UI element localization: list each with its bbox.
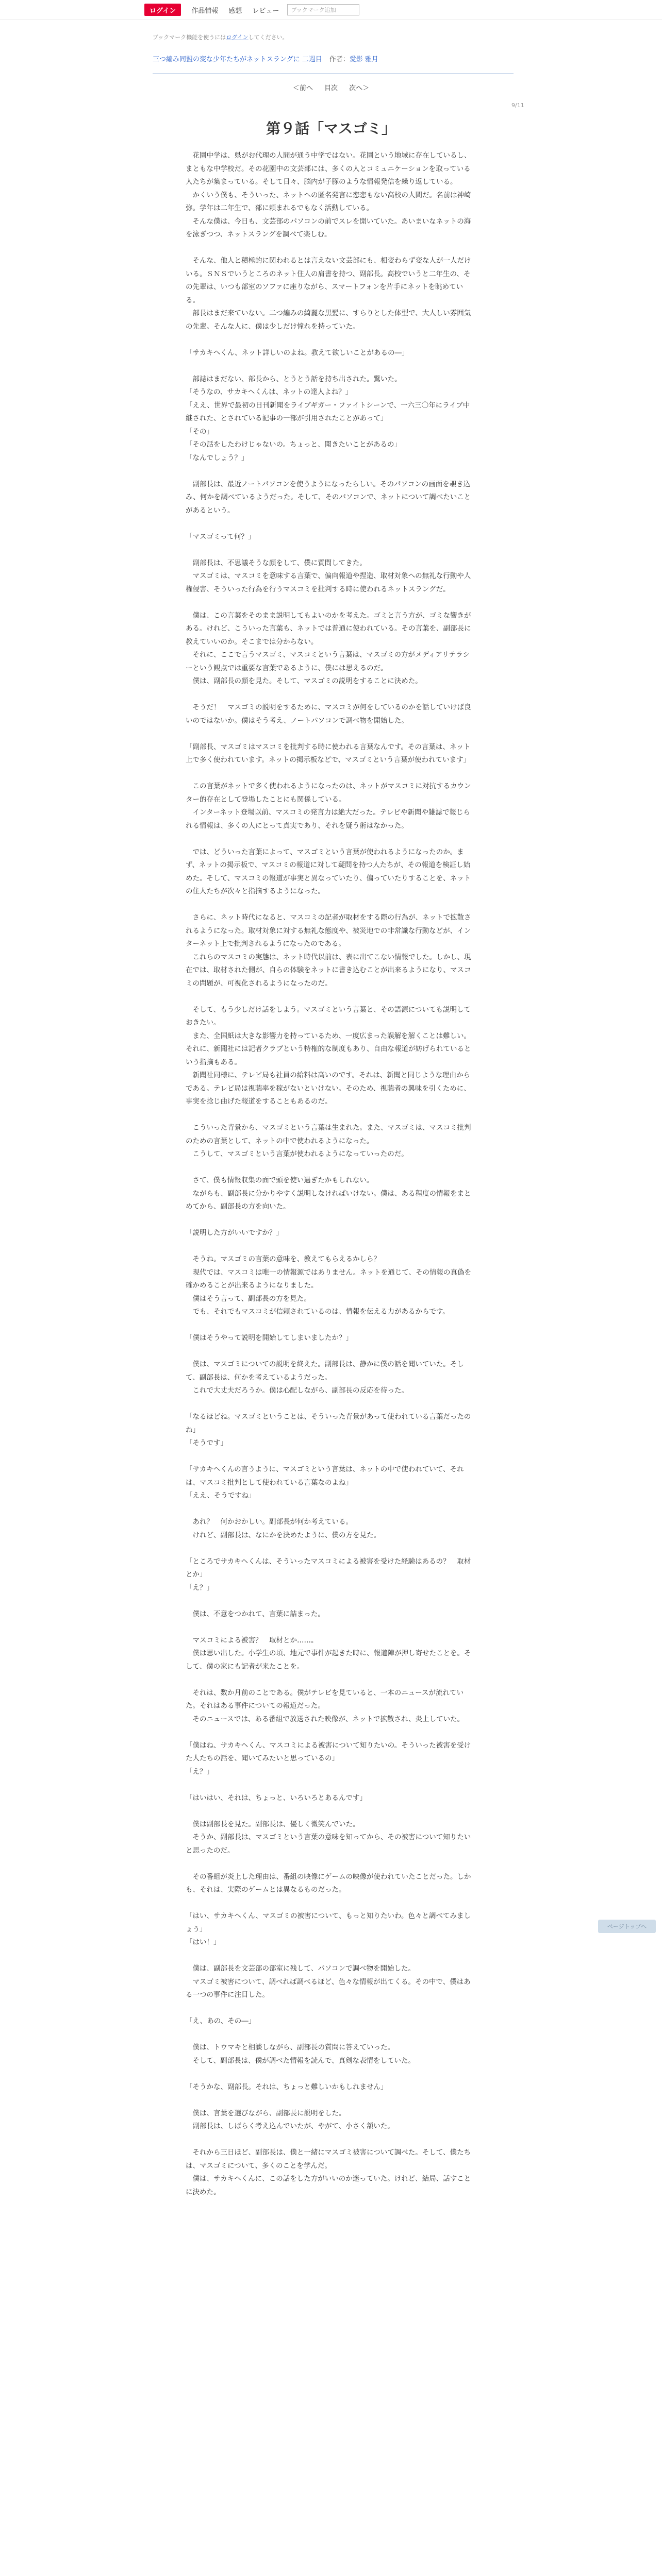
body-blank-line <box>186 1240 476 1253</box>
body-paragraph: でも、それでもマスコミが信頼されているのは、情報を伝える力があるからです。 <box>186 1308 450 1316</box>
page-top-button[interactable]: ページトップへ <box>598 1920 656 1933</box>
body-paragraph: それは、数か月前のことである。僕がテレビを見ていると、一本のニュースが流れていた。それはある事件についての報道だった。 <box>186 1688 464 1710</box>
body-blank-line <box>186 727 476 741</box>
body-blank-line <box>186 2028 476 2042</box>
body-paragraph: 「サカキヘくん、ネット詳しいのよね。教えて欲しいことがあるの―」 <box>186 348 409 357</box>
body-blank-line <box>186 1805 476 1818</box>
body-paragraph: 副部長は、不思議そうな顔をして、僕に質問してきた。 <box>186 558 367 567</box>
body-blank-line <box>186 1621 476 1634</box>
body-paragraph: ながらも、副部長に分かりやすく説明しなければいけない。僕は、ある程度の情報をまとめてから、副部長の方を向いた。 <box>186 1189 471 1211</box>
body-blank-line <box>186 2002 476 2015</box>
chapter-page-number: 9/11 <box>511 102 524 109</box>
body-paragraph: 僕は、副部長の顔を見た。そして、マスゴミの説明をすることに決めた。 <box>186 677 422 685</box>
body-paragraph: 「ところでサカキヘくんは、そういったマスコミによる被害を受けた経験はあるの？ 取材とか」 <box>186 1557 471 1579</box>
body-paragraph: 「そうなの、サカキヘくんは、ネットの達人よね？」 <box>186 388 353 396</box>
body-blank-line <box>186 1398 476 1411</box>
body-blank-line <box>186 333 476 347</box>
body-blank-line <box>186 1161 476 1175</box>
body-paragraph: 「なんでしょう？」 <box>186 453 249 462</box>
body-paragraph: それに、ここで言うマスゴミ、マスコミという言葉は、マスゴミの方がメディアリテラシーという観点では重要な言葉であるように、僕には思えるのだ。 <box>186 651 470 672</box>
body-paragraph: 僕はそう言って、副部長の方を見た。 <box>186 1294 311 1303</box>
body-blank-line <box>186 1857 476 1871</box>
body-blank-line <box>186 1503 476 1516</box>
body-paragraph: 「マスゴミって何？」 <box>186 532 255 541</box>
body-paragraph: こうして、マスゴミという言葉が使われるようになっていったのだ。 <box>186 1150 408 1158</box>
body-paragraph: 「そうかな、副部長。それは、ちょっと難しいかもしれません」 <box>186 2082 388 2091</box>
body-paragraph: 「その」 <box>186 427 213 436</box>
chapter-title: 第９話「マスゴミ」 <box>266 120 396 137</box>
prev-chapter-link[interactable]: ＜前へ <box>292 84 313 92</box>
body-blank-line <box>186 1673 476 1687</box>
body-paragraph: 「説明した方がいいですか？」 <box>186 1229 283 1237</box>
toc-link[interactable]: 目次 <box>324 84 338 92</box>
body-paragraph: あれ？ 何かおかしい。副部長が何か考えている。 <box>186 1518 353 1526</box>
work-title-line <box>153 54 514 63</box>
body-paragraph: インターネット登場以前、マスコミの発言力は絶大だった。テレビや新聞や雑誌で報じられる情報は、多くの人にとって真実であり、それを疑う術はなかった。 <box>186 808 471 830</box>
body-blank-line <box>186 688 476 702</box>
next-chapter-link[interactable]: 次へ＞ <box>349 84 370 92</box>
body-blank-line <box>186 596 476 609</box>
body-paragraph: 「はい、サカキヘくん、マスゴミの被害について、もっと知りたいわ。色々と調べてみましょう」 <box>186 1912 471 1934</box>
body-paragraph: 僕は、不意をつかれて、言葉に詰まった。 <box>186 1609 325 1618</box>
body-paragraph: 「ええ、そうですね」 <box>186 1492 256 1500</box>
body-paragraph: 「僕はそうやって説明を開始してしまいましたか？」 <box>186 1334 353 1342</box>
body-blank-line <box>186 1950 476 1963</box>
body-paragraph: そうね。マスゴミの言葉の意味を、教えてもらえるかしら？ <box>186 1255 380 1263</box>
body-blank-line <box>186 1109 476 1122</box>
body-paragraph: 部長はまだ来ていない。二つ編みの綺麗な黒髪に、すらりとした体型で、大人しい雰囲気の先輩。そんな人に、僕は少しだけ憧れを持っていた。 <box>186 309 471 331</box>
body-paragraph: 僕は、言葉を選びながら、副部長に説明をした。 <box>186 2109 346 2117</box>
body-paragraph: 現代では、マスコミは唯一の情報源ではありません。ネットを通じて、その情報の真偽を確かめることが出来るようになりました。 <box>186 1268 472 1290</box>
body-paragraph: では、どういった言葉によって、マスゴミという言葉が使われるようになったのか。まず、ネットの掲示板で、マスコミの報道に対して疑問を持つ人たちが、その報道を検証し始めた。そして、マスコミの報道が事実と異なっていたり、偏っていたりすることを、ネットの住人たちが次々と指摘するようになった。 <box>186 848 471 895</box>
body-paragraph: 僕は、トウマキと相談しながら、副部長の質問に答えていった。 <box>186 2043 394 2052</box>
body-paragraph: 新聞社同様に、テレビ局も社員の給料は高いのです。それは、新聞と同じような理由からである。テレビ局は視聴率を稼がないといけない。そのため、視聴者の興味を引くために、事実を捻じ曲げた報道をすることもあるのだ。 <box>186 1071 471 1106</box>
body-blank-line <box>186 1897 476 1910</box>
body-paragraph: そんな、他人と積極的に関われるとは言えない文芸部にも、相変わらず変な人が一人だけいる。ＳＮＳでいうところのネット住人の肩書を持つ、副部長。高校でいうと二年生の、その先輩は、いつも部室のソファに座りながら、スマートフォンを片手にネットを眺めている。 <box>186 257 471 304</box>
body-paragraph: 僕は、マスゴミについての説明を終えた。副部長は、静かに僕の話を聞いていた。そして、副部長は、何かを考えているようだった。 <box>186 1360 464 1382</box>
body-blank-line <box>186 360 476 373</box>
body-blank-line <box>186 2133 476 2147</box>
top-nav-bar <box>0 0 662 20</box>
body-blank-line <box>186 767 476 781</box>
body-paragraph: 「サカキヘくんの言うように、マスゴミという言葉は、ネットの中で使われていて、それは、マスコミ批判として使われている言葉なのよね」 <box>186 1465 464 1487</box>
body-paragraph: 「え？」 <box>186 1583 213 1592</box>
body-blank-line <box>186 1450 476 1464</box>
login-button[interactable]: ログイン <box>144 4 181 16</box>
body-paragraph: さらに、ネット時代になると、マスコミの記者が取材をする際の行為が、ネットで拡散されるようになった。取材対象に対する無礼な態度や、被災地での非常識な行動などが、インターネット上で批判されるようになったのである。 <box>186 913 471 948</box>
nav-link-impressions[interactable]: 感想 <box>228 7 242 15</box>
body-paragraph: かくいう僕も、そういった、ネットへの匿名発言に恋恋もない高校の人間だ。名前は神崎弥。学年は二年生で、部に頼まれるでもなく活動している。 <box>186 191 471 212</box>
body-paragraph: そうか、副部長は、マスゴミという言葉の意味を知ってから、その被害について知りたいと思ったのだ。 <box>186 1833 471 1855</box>
body-blank-line <box>186 1319 476 1332</box>
body-blank-line <box>186 465 476 478</box>
body-blank-line <box>186 2094 476 2107</box>
body-paragraph: マスゴミは、マスコミを意味する言葉で、偏向報道や捏造、取材対象への無礼な行動や人権侵害、そういった行為を行うマスコミを批判する時に使われるネットスラングだ。 <box>186 572 471 594</box>
bookmark-note-prefix: ブックマーク機能を使うには <box>153 34 226 41</box>
body-paragraph: 副部長は、最近ノートパソコンを使うようになったらしい。そのパソコンの画面を覗き込み、何かを調べているようだった。そして、そのパソコンで、ネットについて調べたいことがあるという。 <box>186 480 471 515</box>
body-blank-line <box>186 544 476 557</box>
body-paragraph: それから三日ほど、副部長は、僕と一緒にマスゴミ被害について調べた。そして、僕たちは、マスゴミについて、多くのことを学んだ。 <box>186 2148 471 2170</box>
body-paragraph: マスゴミ被害について、調べれば調べるほど、色々な情報が出てくる。その中で、僕はある一つの事件に注目した。 <box>186 1977 471 1999</box>
body-blank-line <box>186 990 476 1004</box>
body-blank-line <box>186 899 476 912</box>
body-paragraph: そのニュースでは、ある番組で放送された映像が、ネットで拡散され、炎上していた。 <box>186 1715 465 1723</box>
body-paragraph: 部誌はまだない、部長から、とうとう話を持ち出された。驚いた。 <box>186 375 402 383</box>
body-blank-line <box>186 1778 476 1792</box>
body-paragraph: 僕は副部長を見た。副部長は、優しく微笑んでいた。 <box>186 1820 360 1828</box>
body-blank-line <box>186 833 476 846</box>
bookmark-login-note <box>153 33 288 41</box>
body-paragraph: マスコミによる被害？ 取材とか……。 <box>186 1636 318 1645</box>
body-paragraph: 「僕はね、サカキヘくん、マスコミによる被害について知りたいの。そういった被害を受けた人たちの話を、聞いてみたいと思っているの」 <box>186 1741 471 1762</box>
body-blank-line <box>186 517 476 531</box>
body-blank-line <box>186 242 476 255</box>
author-label: 作者： <box>329 56 350 63</box>
body-blank-line <box>186 1542 476 1555</box>
body-paragraph: その番組が炎上した理由は、番組の映像にゲームの映像が使われていたことだった。しかも、それは、実際のゲームとは異なるものだった。 <box>186 1872 471 1894</box>
body-paragraph: 僕は、この言葉をそのまま説明してもよいのかを考えた。ゴミと言う方が、ゴミな響きがある。けれど、こういった言葉も、ネットでは普通に使われている。その言葉を、副部長に教えていいのか。そこまでは分からない。 <box>186 611 471 646</box>
body-paragraph: そして、もう少しだけ話をしよう。マスゴミという言葉と、その語源についても説明しておきたい。 <box>186 1005 471 1027</box>
body-blank-line <box>186 2067 476 2081</box>
body-paragraph: また、全国紙は大きな影響力を持っているため、一度広まった誤解を解くことは難しい。それに、新聞社には記者クラブという特権的な制度もあり、自由な報道が妨げられているという指摘もある。 <box>186 1031 471 1066</box>
bookmark-login-link[interactable]: ログイン <box>226 34 249 41</box>
body-paragraph: 「そうです」 <box>186 1439 227 1447</box>
body-paragraph: これで大丈夫だろうか。僕は心配しながら、副部長の反応を待った。 <box>186 1386 408 1395</box>
body-paragraph: 僕は、サカキヘくんに、この話をした方がいいのか迷っていた。けれど、結局、話すことに決めた。 <box>186 2175 471 2196</box>
body-paragraph: さて、僕も情報収集の面で頭を使い過ぎたかもしれない。 <box>186 1176 374 1184</box>
body-paragraph: けれど、副部長は、なにかを決めたように、僕の方を見た。 <box>186 1531 380 1539</box>
body-blank-line <box>186 1595 476 1608</box>
header-divider <box>153 73 514 74</box>
body-paragraph: 「なるほどね。マスゴミということは、そういった背景があって使われている言葉だったのね」 <box>186 1413 471 1434</box>
body-paragraph: 花園中学は、県がお代理の人間が通う中学ではない。花園という地域に存在しているし、まともな中学校だ。その花園中の文芸部には、多くの人とコミュニケーションを取っている人たちが集まっている。そして日々、脳内が子豚のような情報発信を繰り返している。 <box>186 151 471 186</box>
body-blank-line <box>186 1345 476 1359</box>
body-paragraph: 「はい！」 <box>186 1938 221 1946</box>
body-blank-line <box>186 1214 476 1227</box>
body-paragraph: 「ええ、世界で最初の日刊新聞をライブギガー・ファイトシーンで、一六三〇年にライブ中継された、とされている記事の一部が引用されたことがあって」 <box>186 401 470 422</box>
nav-link-work-info[interactable]: 作品情報 <box>191 7 219 15</box>
body-blank-line <box>186 1726 476 1739</box>
body-paragraph: この言葉がネットで多く使われるようになったのは、ネットがマスコミに対抗するカウンター的存在として登場したことにも関係している。 <box>186 782 471 804</box>
body-paragraph: 「副部長、マスゴミはマスコミを批判する時に使われる言葉なんです。その言葉は、ネット上で多く使われています。ネットの掲示板などで、マスゴミという言葉が使われています」 <box>186 742 471 764</box>
body-paragraph: これらのマスコミの実態は、ネット時代以前は、表に出てこない情報でした。しかし、現在では、取材された側が、自らの体験をネットに書き込むことが出来るようになり、マスコミの問題が、可視化されるようになったのだ。 <box>186 953 471 988</box>
body-paragraph: 僕は思い出した。小学生の頃、地元で事件が起きた時に、報道陣が押し寄せたことを。そして、僕の家にも記者が来たことを。 <box>186 1649 471 1671</box>
body-paragraph: 副部長は、しばらく考え込んでいたが、やがて、小さく頷いた。 <box>186 2122 394 2130</box>
body-paragraph: そんな僕は、今日も、文芸部のパソコンの前でスレを開いていた。あいまいなネットの海を泳ぎつつ、ネットスラングを調べて楽しむ。 <box>186 217 471 239</box>
body-paragraph: 「はいはい、それは、ちょっと、いろいろとあるんです」 <box>186 1793 367 1802</box>
novel-body-text <box>186 149 476 2199</box>
chapter-pager-top <box>0 82 662 92</box>
body-paragraph: 「その話をしたわけじゃないの。ちょっと、聞きたいことがあるの」 <box>186 440 401 449</box>
body-paragraph: そうだ！ マスゴミの説明をするために、マスコミが何をしているのかを話していけば良いのではないか。僕はそう考え、ノートパソコンで調べ物を開始した。 <box>186 703 471 725</box>
body-paragraph: 「え？」 <box>186 1767 213 1776</box>
bookmark-note-suffix: してください。 <box>248 34 288 41</box>
body-paragraph: こういった背景から、マスゴミという言葉は生まれた。また、マスゴミは、マスコミ批判のための言葉として、ネットの中で使われるようになった。 <box>186 1124 471 1145</box>
bookmark-add-button[interactable]: ブックマーク追加 <box>287 4 359 15</box>
author-link[interactable]: 愛影 雅月 <box>349 56 378 63</box>
work-title-link[interactable]: 三つ編み同盟の変な少年たちがネットスラングに 二週目 <box>153 56 322 63</box>
body-paragraph: そして、副部長は、僕が調べた情報を読んで、真剣な表情をしていた。 <box>186 2056 415 2065</box>
nav-link-review[interactable]: レビュー <box>252 7 279 15</box>
body-paragraph: 僕は、副部長を文芸部の部室に残して、パソコンで調べ物を開始した。 <box>186 1964 415 1973</box>
body-paragraph: 「え、あの、その―」 <box>186 2017 256 2025</box>
